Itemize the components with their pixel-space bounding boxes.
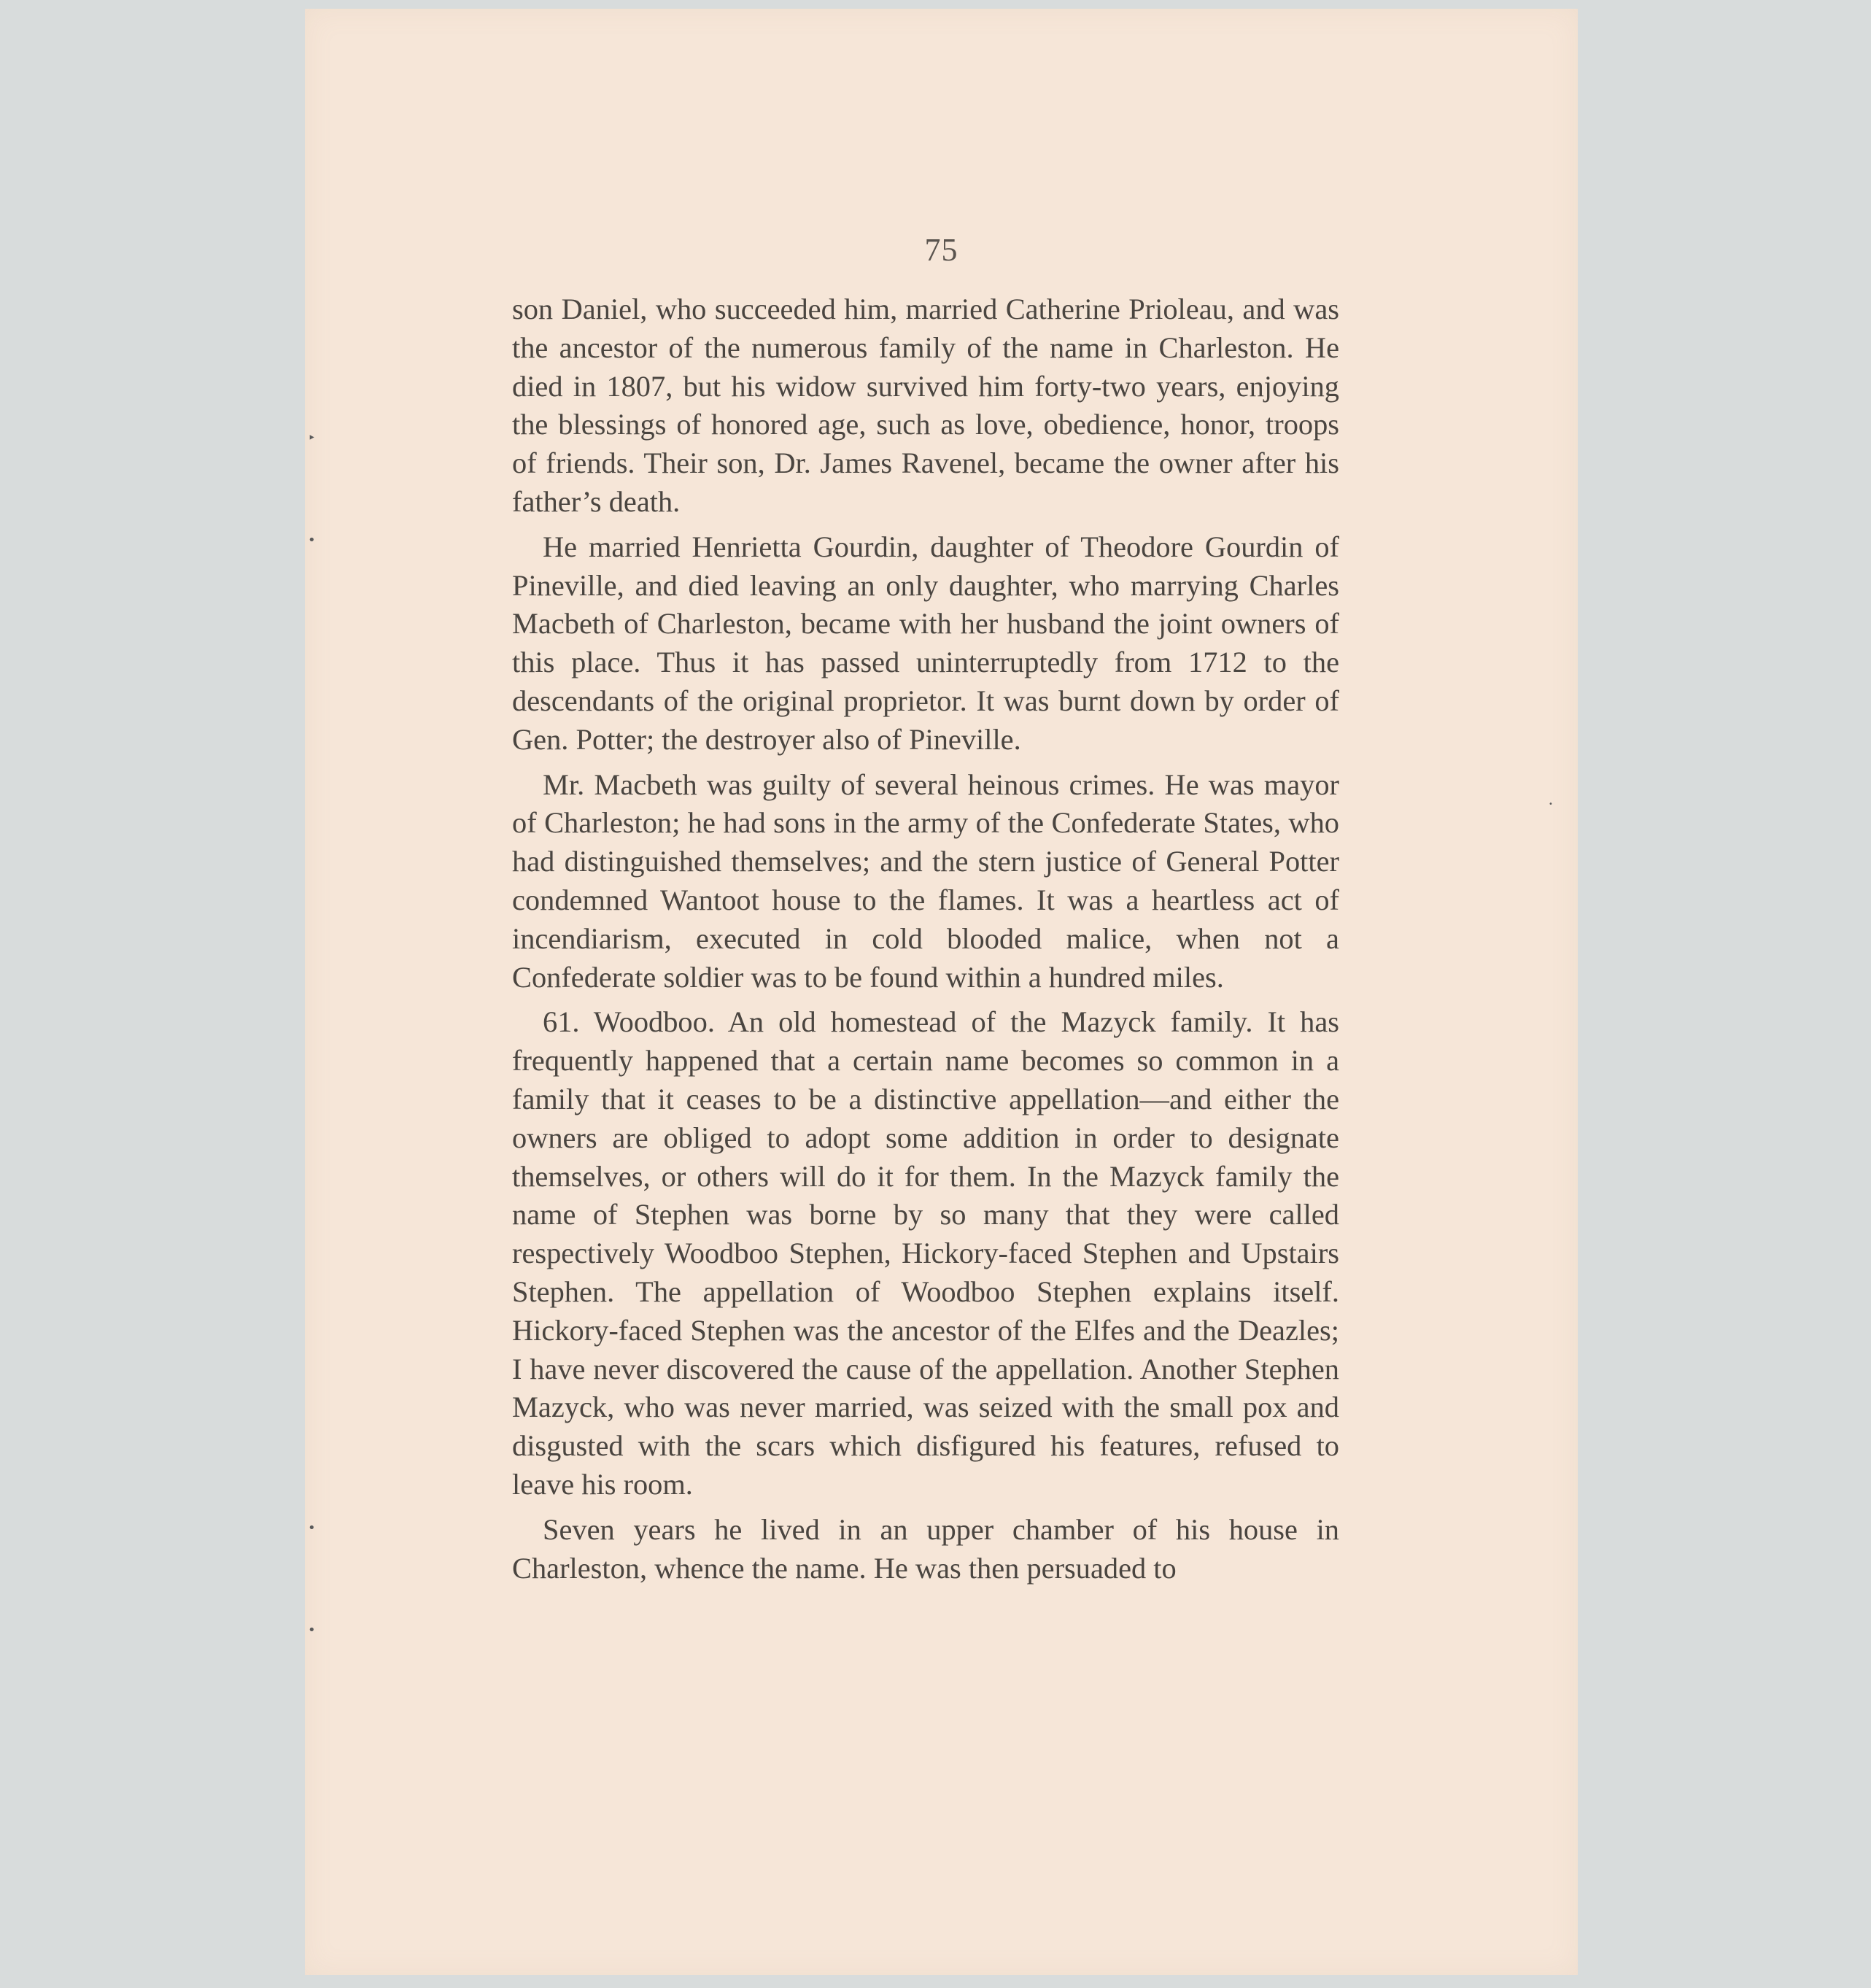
paragraph-1: son Daniel, who succeeded him, married Catherine Prioleau, and was the ancestor of the numerous family of the name in Charleston. He died in 1807, but his widow survived him forty-two years, enjoying the blessings of honored age, such as love, obedience, honor, troops of friends. Their son, Dr. James Ravenel, became the owner after his father’s death. <box>512 293 1339 518</box>
paragraph-3: Mr. Macbeth was guilty of several heinous crimes. He was mayor of Charleston; he had sons in the army of the Confederate States, who had distinguished themselves; and the stern justice of General Potter condemned Wantoot house to the flames. It was a heartless act of incendiarism, executed in cold blooded malice, when not a Confederate soldier was to be found within a hundred miles. <box>512 767 1339 994</box>
margin-speck: • <box>308 1520 316 1536</box>
margin-speck: • <box>308 533 316 548</box>
book-page <box>305 9 1578 1975</box>
margin-speck: • <box>1549 800 1553 808</box>
page-number: 75 <box>924 232 958 268</box>
margin-speck: ‣ <box>308 430 316 446</box>
body-text <box>512 290 1339 1594</box>
paragraph-2: He married Henrietta Gourdin, daughter of Theodore Gourdin of Pineville, and died leaving an only daughter, who marrying Charles Macbeth of Charleston, became with her husband the joint owners of this place. Thus it has passed uninterruptedly from 1712 to the descendants of the original proprietor. It was burnt down by order of Gen. Potter; the destroyer also of Pineville. <box>512 530 1339 756</box>
paragraph-4: 61. Woodboo. An old homestead of the Mazyck family. It has frequently happened that a certain name becomes so common in a family that it ceases to be a distinctive appellation—and either the owners are obliged to adopt some addition in order to designate themselves, or others will do it for them. In the Mazyck family the name of Stephen was borne by so many that they were called respectively Woodboo Stephen, Hickory-faced Stephen and Upstairs Stephen. The appellation of Woodboo Stephen explains itself. Hickory-faced Stephen was the ancestor of the Elfes and the Deazles; I have never discovered the cause of the appellation. Another Stephen Mazyck, who was never married, was seized with the small pox and disgusted with the scars which disfigured his features, refused to leave his room. <box>512 1005 1339 1501</box>
margin-speck: • <box>308 1622 316 1638</box>
paragraph-5: Seven years he lived in an upper chamber of his house in Charleston, whence the name. He was then persuaded to <box>512 1512 1339 1585</box>
